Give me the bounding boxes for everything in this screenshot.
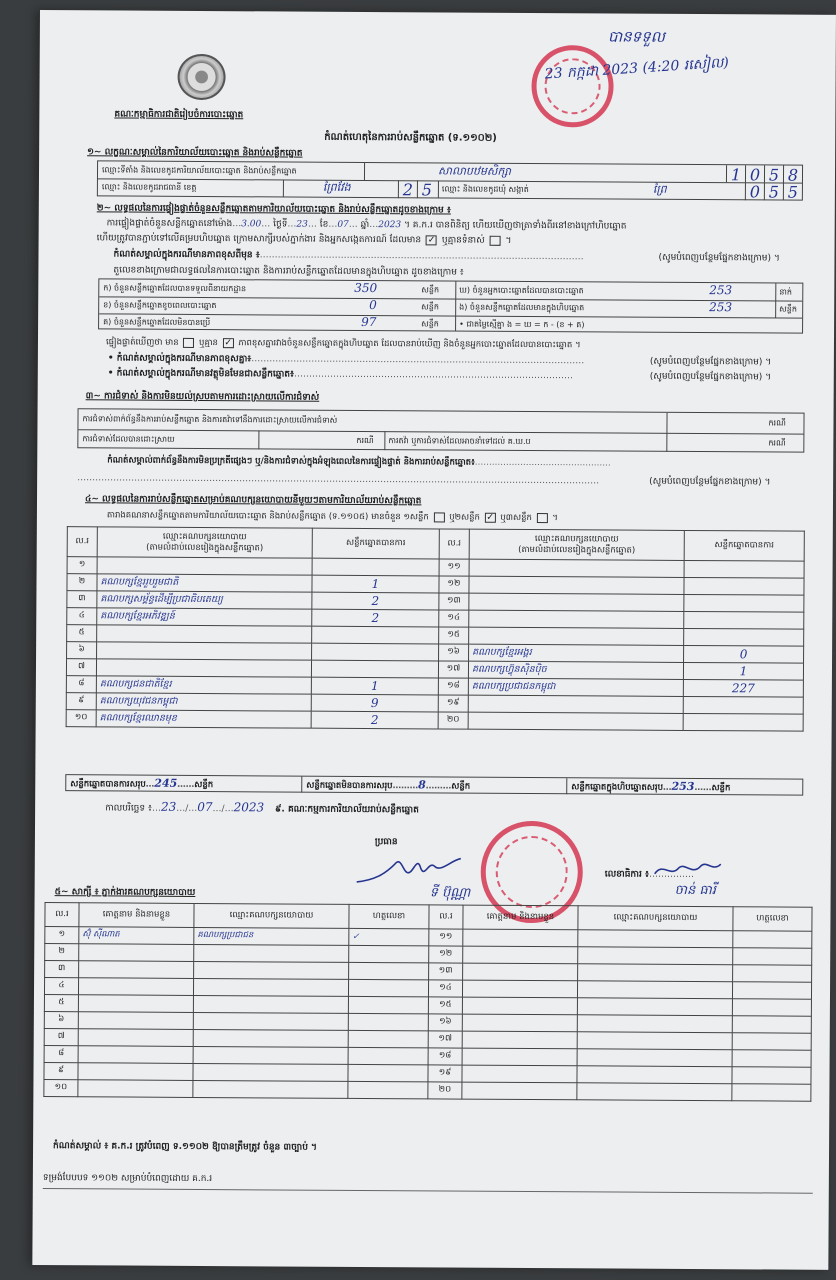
witness-name[interactable] [78, 1080, 193, 1098]
row-d-value: 253 [709, 283, 733, 298]
party-votes [683, 713, 803, 731]
totals-bar [65, 774, 803, 796]
row-c-label: គ) ចំនួនសន្លឹកឆ្នោតដែលមិនបានប្រើ [103, 317, 211, 328]
party-votes [312, 558, 439, 576]
party-name [469, 593, 684, 611]
col-party-2: ឈ្មោះគណបក្សនយោបាយ (តាមលំដាប់លេខរៀងក្នុងសន្លឹកឆ្នោត) [469, 529, 684, 560]
witness-name[interactable]: ស៊ុំ ស៊ីណាត [79, 927, 194, 945]
party-votes: 9 [311, 694, 438, 712]
party-votes [684, 628, 804, 646]
row-no: ១៥ [439, 627, 469, 644]
witness-party[interactable] [577, 1032, 732, 1050]
party-name [97, 557, 312, 575]
row-c-unit: សន្លឹក [421, 319, 439, 329]
witness-sign[interactable] [348, 1047, 428, 1064]
witness-sign[interactable] [732, 1033, 811, 1050]
row-b-value: 0 [369, 298, 377, 313]
witness-party[interactable] [193, 1046, 348, 1064]
row-b-label: ខ) ចំនួនសន្លឹកឆ្នោតខូចពេលបោះឆ្នោត [103, 300, 217, 311]
party-row [66, 710, 803, 732]
witness-sign[interactable] [349, 962, 429, 979]
witness-name[interactable] [463, 946, 578, 964]
party-votes [684, 611, 804, 629]
commune-label: ឈ្មោះ និងលេខកូដឃុំ សង្កាត់ [441, 184, 529, 194]
row-no: ១៣ [439, 593, 469, 610]
col-votes-2: សន្លឹកឆ្នោតបានការ [684, 530, 804, 561]
party-name [468, 695, 683, 713]
party-votes: 227 [683, 679, 803, 697]
pre-table-text: តួលេខខាងក្រោមជាលទ្ធផលនៃការបោះឆ្នោត និងការរាប់សន្លឹកឆ្នោតដែលមានក្នុងហិបឆ្នោត ដូចខាងក្រោម ៖ [113, 265, 464, 278]
witness-sign[interactable] [348, 996, 428, 1013]
row-e-value: 253 [709, 300, 733, 315]
row-no: ៦ [67, 642, 97, 659]
party-name [97, 642, 312, 660]
witness-name[interactable] [78, 1063, 193, 1081]
row-no: ១៦ [428, 1014, 462, 1031]
doc-title: កំណត់ហេតុនៃការរាប់សន្លឹកឆ្នោត (ទ.១១០២) [324, 131, 497, 144]
witness-party[interactable] [577, 1049, 732, 1067]
section4-intro: តារាងគណនាសន្លឹកឆ្នោតតាមការិយាល័យបោះឆ្នោត និងរាប់សន្លឹកឆ្នោត (ទ.១១០៥) មានចំនួន ១សន្លឹក ឬ២សន្លឹក ✓ ឬ៣សន្លឹក ។ [106, 510, 558, 524]
object-note-hint: (សូមបំពេញបន្ថែមផ្នែកខាងក្រោម) ។ [649, 371, 772, 383]
party-name [469, 627, 684, 645]
row-no: ១៦ [439, 644, 469, 661]
party-name [97, 625, 312, 643]
witness-party[interactable] [577, 981, 732, 999]
nec-emblem-icon [177, 54, 225, 100]
party-votes: 1 [311, 677, 438, 695]
no-checkbox[interactable] [490, 235, 501, 245]
province-label: ឈ្មោះ និងលេខកូដរាជធានី ខេត្ត [101, 182, 197, 192]
note-hint: (សូមបំពេញបន្ថែមផ្នែកខាងក្រោម) ។ [658, 252, 780, 264]
witness-sign[interactable] [732, 1016, 811, 1033]
witness-name[interactable] [78, 1029, 193, 1047]
row-no: ៥ [67, 625, 97, 642]
witness-name[interactable] [79, 961, 194, 979]
row-no: ១២ [429, 946, 463, 963]
witness-name[interactable] [79, 944, 194, 962]
witness-name[interactable] [78, 995, 193, 1013]
row-no: ១១ [439, 559, 469, 576]
party-votes [684, 577, 804, 595]
row-no: ៨ [44, 1046, 78, 1063]
row-no: ៤ [67, 608, 97, 625]
witness-party[interactable] [193, 1063, 348, 1081]
witness-name[interactable] [78, 978, 193, 996]
location-label: ឈ្មោះទីតាំង និងលេខកូដការិយាល័យបោះឆ្នោត និងរាប់សន្លឹកឆ្នោត [101, 165, 297, 176]
witness-name[interactable] [462, 1065, 577, 1083]
col-party: ឈ្មោះគណបក្សនយោបាយ (តាមលំដាប់លេខរៀងក្នុងសន្លឹកឆ្នោត) [97, 527, 312, 558]
col-no-2: ល.រ [439, 529, 469, 559]
witness-party[interactable] [194, 961, 349, 979]
objection-note: កំណត់សម្គាល់ពាក់ព័ន្ធនឹងការមិនប្រក្រតីផ្សេងៗ ឬ/និងការជំទាស់ក្នុងអំឡុងពេលនៃការផ្ទៀងផ្ទាត់ និងការរាប់សន្លឹកឆ្នោត៖………………………………………… [107, 455, 611, 469]
witness-name[interactable] [78, 1012, 193, 1030]
w-col-name-2: គោត្តនាម និងនាមខ្លួន [463, 905, 578, 930]
witness-sign[interactable] [348, 1030, 428, 1047]
witness-party[interactable] [193, 978, 348, 996]
col-no: ល.រ [67, 527, 97, 557]
witness-sign[interactable] [733, 931, 812, 948]
row-no: ១០ [66, 710, 96, 727]
objection-row2a: ការជំទាស់ដែលបានដោះស្រាយ [82, 434, 175, 444]
row-no: ៤ [44, 978, 78, 995]
section3-title: ៣~ ការជំទាស់ និងការមិនយល់ស្របតាមការដោះស្រាយលើការជំទាស់ [85, 391, 320, 403]
row-d-label: ឃ) ចំនួនអ្នកបោះឆ្នោតដែលបានបោះឆ្នោត [459, 285, 584, 296]
row-no: ១ [45, 927, 79, 944]
witness-party[interactable]: គណបក្សប្រជាជន [194, 927, 349, 945]
w-col-party-2: ឈ្មោះគណបក្សនយោបាយ [578, 906, 733, 931]
witness-sign[interactable] [733, 948, 812, 965]
party-name: គណបក្សហ៊្វុនស៊ិនប៉ិច [468, 661, 683, 679]
witness-party[interactable] [577, 998, 732, 1016]
party-name: គណបក្សសម្ព័ន្ធដើម្បីប្រជាធិបតេយ្យ [97, 591, 312, 609]
party-votes [683, 696, 803, 714]
row-no: ៩ [66, 693, 96, 710]
row-no: ១៤ [428, 980, 462, 997]
verify-line1: ការផ្ទៀងផ្ទាត់ចំនួនសន្លឹកឆ្នោតនៅម៉ោង…3.00… ថ្ងៃទី…23… ខែ…07… ឆ្នាំ…2023 ។ គ.ក.រ បានពិនិត្យ ហើយឃើញថាត្រាទាំងពីរនៅខាងក្រៅហិបឆ្នោត [106, 218, 627, 232]
row-no: ១៩ [438, 695, 468, 712]
row-no: ៥ [44, 995, 78, 1012]
party-votes: 1 [312, 575, 439, 593]
diff-note: • កំណត់សម្គាល់ក្នុងករណីមានភាពខុសគ្នា៖………………………………………………………………………………………………… [107, 353, 585, 367]
row-no: ៧ [66, 659, 96, 676]
party-name [469, 576, 684, 594]
party-votes: 0 [684, 645, 804, 663]
party-votes [684, 594, 804, 612]
witness-name[interactable] [463, 929, 578, 947]
objection-row2b: ការតវ៉ា ឬការជំទាស់ដែលអាចនាំទៅដល់ គ.ឃ.ប [388, 436, 531, 447]
witness-sign[interactable] [732, 999, 811, 1016]
row-no: ១៨ [428, 1048, 462, 1065]
section2-count-table [98, 278, 803, 333]
row-no: ១៧ [438, 661, 468, 678]
party-name [96, 659, 311, 677]
witness-sign[interactable] [732, 982, 811, 999]
witness-party[interactable] [577, 1066, 732, 1084]
row-no: ៦ [44, 1012, 78, 1029]
party-name [468, 712, 683, 730]
witness-sign[interactable] [733, 965, 812, 982]
row-no: ១៥ [428, 997, 462, 1014]
witness-party[interactable] [577, 1083, 732, 1101]
diff-no-checkbox[interactable]: ✓ [224, 337, 232, 348]
party-name: គណបក្សខ្មែរអង្គរ [469, 644, 684, 662]
row-c-value: 97 [361, 314, 377, 330]
objection-row1: ការជំទាស់ពាក់ព័ន្ធនឹងការរាប់សន្លឹកឆ្នោត និងការតវ៉ាទៅនឹងការដោះស្រាយលើការជំទាស់ [82, 414, 338, 425]
diff-yes-checkbox[interactable] [183, 337, 194, 347]
province-code: 2 5 [398, 180, 436, 198]
verify-line2: ហើយត្រូវបានភ្ជាប់ទៅលើគម្របហិបឆ្នោត ក្រោមសាក្សីរបស់ភ្នាក់ងារ និងអ្នកសង្កេតការណ៍ ដែលមាន ✓ ឬគ្មានទំនាស់ ។ [96, 233, 512, 246]
witness-party[interactable] [193, 995, 348, 1013]
row-no: ២០ [438, 712, 468, 729]
row-no: ៣ [45, 961, 79, 978]
official-seal-top [531, 45, 613, 127]
location-value: សាលាបឋមសិក្សា [437, 164, 512, 178]
section1-title: ១~ លក្ខណៈសម្គាល់នៃការិយាល័យបោះឆ្នោត និងរាប់សន្លឹកឆ្នោត [87, 147, 303, 159]
total-valid: សន្លឹកឆ្នោតបានការសរុប…245……សន្លឹក [70, 776, 214, 791]
commune-value: ព្រៃ [652, 182, 667, 196]
row-no: ៨ [66, 676, 96, 693]
received-word: បានទទួល [607, 27, 666, 46]
party-name [469, 559, 684, 577]
row-no: ១៧ [428, 1031, 462, 1048]
province-value: ព្រៃវែង [322, 180, 351, 194]
witness-table [43, 902, 812, 1102]
sheet1-checkbox[interactable] [433, 512, 444, 522]
secretary-name: ចាន់ ធារី [674, 882, 716, 899]
witness-sign[interactable] [732, 1084, 811, 1101]
org-name: គណៈកម្មាធិការជាតិរៀបចំការបោះឆ្នោត [114, 109, 244, 121]
witness-party[interactable] [193, 1080, 348, 1098]
witness-name[interactable] [462, 1082, 577, 1100]
row-a-value: 350 [354, 280, 378, 296]
party-name: គណបក្សខ្មែររួបរួមជាតិ [97, 574, 312, 592]
total-invalid: សន្លឹកឆ្នោតមិនបានការសរុប………8………សន្លឹក [306, 778, 471, 792]
party-votes: 2 [312, 609, 439, 627]
party-name [469, 610, 684, 628]
w-col-sign-2: ហត្ថលេខា [733, 907, 812, 931]
witness-sign[interactable] [732, 1067, 811, 1084]
row-no: ១០ [44, 1080, 78, 1097]
party-votes [312, 626, 439, 644]
row-no: ២០ [428, 1082, 462, 1099]
chair-label: ប្រធាន [374, 837, 398, 848]
row-no: ៩ [44, 1063, 78, 1080]
witness-party[interactable] [578, 947, 733, 965]
row-e-label: ង) ចំនួនសន្លឹកឆ្នោតដែលមានក្នុងហិបឆ្នោត [459, 302, 585, 313]
row-e-unit: សន្លឹក [779, 304, 797, 314]
witness-sign[interactable] [348, 1064, 428, 1081]
party-name: គណបក្សយុវជនកម្ពុជា [96, 693, 311, 711]
has-checkbox[interactable]: ✓ [427, 234, 436, 245]
witness-name[interactable] [462, 1048, 577, 1066]
section4-title: ៤~ លទ្ធផលនៃការរាប់សន្លឹកឆ្នោតសម្រាប់គណបក្សនយោបាយនីមួយៗតាមការិយាល័យរាប់សន្លឹកឆ្នោត [84, 494, 422, 507]
received-date: 23 កក្កដា 2023 (4:20 រសៀល) [544, 54, 730, 83]
diff-note-hint: (សូមបំពេញបន្ថែមផ្នែកខាងក្រោម) ។ [649, 356, 772, 368]
witness-name[interactable] [463, 963, 578, 981]
note-line: កំណត់សម្គាល់ក្នុងករណីមានភាពខុសពីមុន ៖……………………………………………………………………………………………… [113, 249, 584, 263]
w-col-name: គោត្តនាម និងនាមខ្លួន [79, 903, 194, 928]
objection-hint: (សូមបំពេញបន្ថែមផ្នែកខាងក្រោម) ។ [649, 476, 771, 488]
section3-table [77, 408, 804, 452]
commune-code: 0 5 5 [745, 182, 802, 200]
witness-name[interactable] [462, 1014, 577, 1032]
chair-name: ទី ប៊ុណ្ណា [429, 885, 471, 901]
row-no: ២ [67, 574, 97, 591]
witness-sign[interactable] [349, 945, 429, 962]
bottom-note: ទម្រង់បែបបទ ១១០២ សម្រាប់បំពេញដោយ គ.ក.រ [42, 1173, 213, 1185]
w-col-sign: ហត្ថលេខា [349, 904, 429, 928]
party-votes: 2 [311, 711, 438, 729]
col-votes: សន្លឹកឆ្នោតបានការ [312, 528, 439, 559]
witness-name[interactable] [462, 997, 577, 1015]
diff-line: ផ្ទៀងផ្ទាត់ឃើញថា មាន ឬគ្មាន ✓ ភាពខុសគ្នារវាងចំនួនសន្លឹកឆ្នោតក្នុងហិបឆ្នោត ដែលបានរាប់ឃើញ និងចំនួនអ្នកបោះឆ្នោតដែលបានបោះឆ្នោត ។ [105, 337, 581, 351]
total-box: សន្លឹកឆ្នោតក្នុងហិបឆ្នោតសរុប…253……សន្លឹក [571, 779, 731, 794]
party-results-table [66, 526, 805, 732]
case-label-1: ករណី [768, 418, 786, 428]
ballot-count-form: គណៈកម្មាធិការជាតិរៀបចំការបោះឆ្នោត កំណត់ហេតុនៃការរាប់សន្លឹកឆ្នោត (ទ.១១០២) បានទទួល 23 កក្កដា 2023 (4:20 រសៀល) ១~ លក្ខណៈសម្គាល់នៃការិយាល័យបោះឆ្នោត និងរាប់សន្លឹកឆ្នោត ឈ្មោះទីតាំង និងលេខកូដការិយាល័យបោះឆ្នោត និងរាប់សន្លឹកឆ្នោត សាលាបឋមសិក្សា 1 0 5 8 ឈ្មោះ និងលេខកូដរាជធានី ខេត្ត ព្រៃវែង 2 5 ឈ្មោះ និងលេខកូដឃុំ សង្កាត់ ព្រៃ 0 5 5 ២~ លទ្ធផលនៃការផ្ទៀងផ្ទាត់ចំនួនសន្លឹកឆ្នោតតាមការិយាល័យបោះឆ្នោត និងរាប់សន្លឹកឆ្នោតដូចខាងក្រោម ៖ ការផ្ទៀងផ្ទាត់ចំនួនសន្លឹកឆ្នោតនៅម៉ោង…3.00… ថ្ងៃទី…23… ខែ…07… ឆ្នាំ…2023 ។ គ.ក.រ បានពិនិត្យ ហើយឃើញថាត្រាទាំងពីរនៅខាងក្រៅហិបឆ្នោត ហើយត្រូវបានភ្ជាប់ទៅលើគម្របហិបឆ្នោត ក្រោមសាក្សីរបស់ភ្នាក់ងារ និងអ្នកសង្កេតការណ៍ ដែលមាន ✓ ឬគ្មានទំនាស់ ។ កំណត់សម្គាល់ក្នុងករណីមានភាពខុសពីមុន ៖……………………………………………………………………………………………… (សូមបំពេញបន្ថែមផ្នែកខាងក្រោម) ។ តួលេខខាងក្រោមជាលទ្ធផលនៃការបោះឆ្នោត និងការរាប់សន្លឹកឆ្នោតដែលមានក្នុងហិបឆ្នោត ដូចខាងក្រោម ៖ ក) ចំនួនសន្លឹកឆ្នោតដែលបានទទួលពីនាយកដ្ឋាន 350 សន្លឹក ឃ) ចំនួនអ្នកបោះឆ្នោតដែលបានបោះឆ្នោត 253 នាក់ ខ) ចំនួនសន្លឹកឆ្នោតខូចពេលបោះឆ្នោត 0 សន្លឹក ង) ចំនួនសន្លឹកឆ្នោតដែលមានក្នុងហិបឆ្នោត 253 សន្លឹក គ) ចំនួនសន្លឹកឆ្នោតដែលមិនបានប្រើ 97 សន្លឹក • ជាតម្លៃស្មើគ្នា ង = ឃ = ក - (ខ + គ) ផ្ទៀងផ្ទាត់ឃើញថា មាន ឬគ្មាន ✓ ភាពខុសគ្នារវាងចំនួនសន្លឹកឆ្នោតក្នុងហិបឆ្នោត ដែលបានរាប់ឃើញ និងចំនួនអ្នកបោះឆ្នោតដែលបានបោះឆ្នោត ។ • កំណត់សម្គាល់ក្នុងករណីមានភាពខុសគ្នា៖………………………………………………………………………………………………… (សូមបំពេញបន្ថែមផ្នែកខាងក្រោម) ។ • កំណត់សម្គាល់ក្នុងករណីមានវត្ថុមិនមែនជាសន្លឹកឆ្នោត៖………………………………………………………………………………… (សូមបំពេញបន្ថែមផ្នែកខាងក្រោម) ។ ៣~ ការជំទាស់ និងការមិនយល់ស្របតាមការដោះស្រាយលើការជំទាស់ ការជំទាស់ពាក់ព័ន្ធនឹងការរាប់សន្លឹកឆ្នោត និងការតវ៉ាទៅនឹងការដោះស្រាយលើការជំទាស់ ករណី ការជំទាស់ដែលបានដោះស្រាយ ករណី ការតវ៉ា ឬការជំទាស់ដែលអាចនាំទៅដល់ គ.ឃ.ប ករណី កំណត់សម្គាល់ពាក់ព័ន្ធនឹងការមិនប្រក្រតីផ្សេងៗ ឬ/និងការជំទាស់ក្នុងអំឡុងពេលនៃការផ្ទៀងផ្ទាត់ និងការរាប់សន្លឹកឆ្នោត៖………………………………………… ………………………………………………………………………………………………………………………………………………………… (សូមបំពេញបន្ថែមផ្នែកខាងក្រោម) ។ ៤~ លទ្ធផលនៃការរាប់សន្លឹកឆ្នោតសម្រាប់គណបក្សនយោបាយនីមួយៗតាមការិយាល័យរាប់សន្លឹកឆ្នោត តារាងគណនាសន្លឹកឆ្នោតតាមការិយាល័យបោះឆ្នោត និងរាប់សន្លឹកឆ្នោត (ទ.១១០៥) មានចំនួន ១សន្លឹក ឬ២សន្លឹក ✓ ឬ៣សន្លឹក ។ ល.រ ឈ្មោះគណបក្សនយោបាយ (តាមលំដាប់លេខរៀងក្នុងសន្លឹកឆ្នោត) សន្លឹកឆ្នោតបានការ ល.រ ឈ្មោះគណបក្សនយោបាយ (តាមលំដាប់លេខរៀងក្នុងសន្លឹកឆ្នោត) សន្លឹកឆ្នោតបានការ ១ ១១ ២ គណបក្សខ្មែររួបរួមជាតិ 1 ១២ ៣ គណបក្សសម្ព័ន្ធដើម្បីប្រជាធិបតេយ្យ 2 ១៣ ៤ គណបក្សខ្មែរអភិវឌ្ឍន៍ 2 ១៤ ៥ ១៥ ៦ ១៦ គណបក្សខ្មែរអង្គរ 0 ៧ ១៧ គណបក្សហ៊្វុនស៊ិនប៉ិច 1 ៨ គណបក្សជនជាតិខ្មែរ 1 ១៨ គណបក្សប្រជាជនកម្ពុជា 227 ៩ គណបក្សយុវជនកម្ពុជា 9 ១៩ ១០ គណបក្សខ្មែរឈានមុខ 2 ២០ សន្លឹកឆ្នោតបានការសរុប…245……សន្លឹក សន្លឹកឆ្នោតមិនបានការសរុប………8………សន្លឹក សន្លឹកឆ្នោតក្នុងហិបឆ្នោតសរុប…253……សន្លឹក កាលបរិច្ឆេទ ៖…23…/…07…/…2023 ៩. គណៈកម្មការការិយាល័យរាប់សន្លឹកឆ្នោត ប្រធាន លេខាធិការ ៖…………… ទី ប៊ុណ្ណា ចាន់ ធារី ៥~ សាក្សី ៖ ភ្នាក់ងារគណបក្សនយោបាយ ល.រ គោត្តនាម និងនាមខ្លួន ឈ្មោះគណបក្សនយោបាយ ហត្ថលេខា ល.រ គោត្តនាម និងនាមខ្លួន ឈ្មោះគណបក្សនយោបាយ ហត្ថលេខា ១ ស៊ុំ ស៊ីណាត គណបក្សប្រជាជន ✓ ១១ ២ ១២ ៣ ១៣ ៤ ១៤ ៥ ១៥ ៦ ១៦ ៧ ១៧ ៨ ១៨ ៩ ១៩ ១០ ២០ កំណត់សម្គាល់ ៖ គ.ក.រ ត្រូវបំពេញ ទ.១១០២ ឱ្យបានត្រឹមត្រូវ ចំនួន ៣ច្បាប់ ។ ទម្រង់បែបបទ ១១០២ សម្រាប់បំពេញដោយ គ.ក.រ [32, 10, 836, 1270]
row-no: ១៩ [428, 1065, 462, 1082]
witness-party[interactable] [193, 1012, 348, 1030]
witness-party[interactable] [194, 944, 349, 962]
witness-row [44, 1080, 811, 1102]
witness-party[interactable] [578, 964, 733, 982]
w-col-party: ឈ្មោះគណបក្សនយោបាយ [194, 903, 349, 928]
row-no: ៧ [44, 1029, 78, 1046]
row-no: ១៤ [439, 610, 469, 627]
section5-title: ៥~ សាក្សី ៖ ភ្នាក់ងារគណបក្សនយោបាយ [54, 887, 196, 898]
witness-sign[interactable] [348, 979, 428, 996]
party-votes: 1 [683, 662, 803, 680]
case-label-3: ករណី [768, 438, 786, 448]
witness-sign[interactable] [732, 1050, 811, 1067]
row-a-unit: សន្លឹក [421, 285, 440, 295]
sheet3-checkbox[interactable] [537, 513, 548, 523]
party-votes [684, 560, 804, 578]
party-name: គណបក្សជនជាតិខ្មែរ [96, 676, 311, 694]
row-no: ១៣ [429, 963, 463, 980]
witness-sign[interactable]: ✓ [349, 928, 429, 945]
party-name: គណបក្សខ្មែរអភិវឌ្ឍន៍ [97, 608, 312, 626]
w-col-no-2: ល.រ [429, 905, 463, 929]
secretary-signature-icon [653, 858, 723, 880]
witness-name[interactable] [78, 1046, 193, 1064]
row-no: ១២ [439, 576, 469, 593]
footnote: កំណត់សម្គាល់ ៖ គ.ក.រ ត្រូវបំពេញ ទ.១១០២ ឱ្យបានត្រឹមត្រូវ ចំនួន ៣ច្បាប់ ។ [53, 1141, 318, 1153]
row-a-label: ក) ចំនួនសន្លឹកឆ្នោតដែលបានទទួលពីនាយកដ្ឋាន [103, 283, 247, 294]
section2-title: ២~ លទ្ធផលនៃការផ្ទៀងផ្ទាត់ចំនួនសន្លឹកឆ្នោតតាមការិយាល័យបោះឆ្នោត និងរាប់សន្លឹកឆ្នោតដូចខាងក្រោម ៖ [96, 203, 451, 216]
row-b-unit: សន្លឹក [421, 302, 440, 312]
sheet2-checkbox[interactable]: ✓ [486, 512, 494, 523]
witness-party[interactable] [577, 1015, 732, 1033]
witness-party[interactable] [193, 1029, 348, 1047]
section1-table [97, 160, 803, 200]
object-note: • កំណត់សម្គាល់ក្នុងករណីមានវត្ថុមិនមែនជាសន្លឹកឆ្នោត៖………………………………………………………………………………… [107, 368, 574, 382]
witness-party[interactable] [578, 930, 733, 948]
witness-sign[interactable] [348, 1081, 428, 1098]
party-votes: 2 [312, 592, 439, 610]
date-line: កាលបរិច្ឆេទ ៖…23…/…07…/…2023 ៩. គណៈកម្មការការិយាល័យរាប់សន្លឹកឆ្នោត [105, 799, 419, 816]
w-col-no: ល.រ [45, 903, 79, 927]
row-formula: • ជាតម្លៃស្មើគ្នា ង = ឃ = ក - (ខ + គ) [459, 319, 585, 330]
row-no: ៣ [67, 591, 97, 608]
witness-name[interactable] [462, 980, 577, 998]
witness-sign[interactable] [348, 1013, 428, 1030]
party-name: គណបក្សខ្មែរឈានមុខ [96, 710, 311, 728]
witness-name[interactable] [462, 1031, 577, 1049]
party-votes [311, 660, 438, 678]
party-votes [312, 643, 439, 661]
secretary-label: លេខាធិការ ៖…………… [604, 869, 694, 881]
row-d-unit: នាក់ [779, 287, 793, 297]
row-no: ១១ [429, 929, 463, 946]
row-no: ១ [67, 557, 97, 574]
location-code: 1 0 5 8 [726, 165, 802, 182]
row-no: ២ [45, 944, 79, 961]
case-label-2: ករណី [356, 435, 374, 446]
row-no: ១៨ [438, 678, 468, 695]
party-name: គណបក្សប្រជាជនកម្ពុជា [468, 678, 683, 696]
